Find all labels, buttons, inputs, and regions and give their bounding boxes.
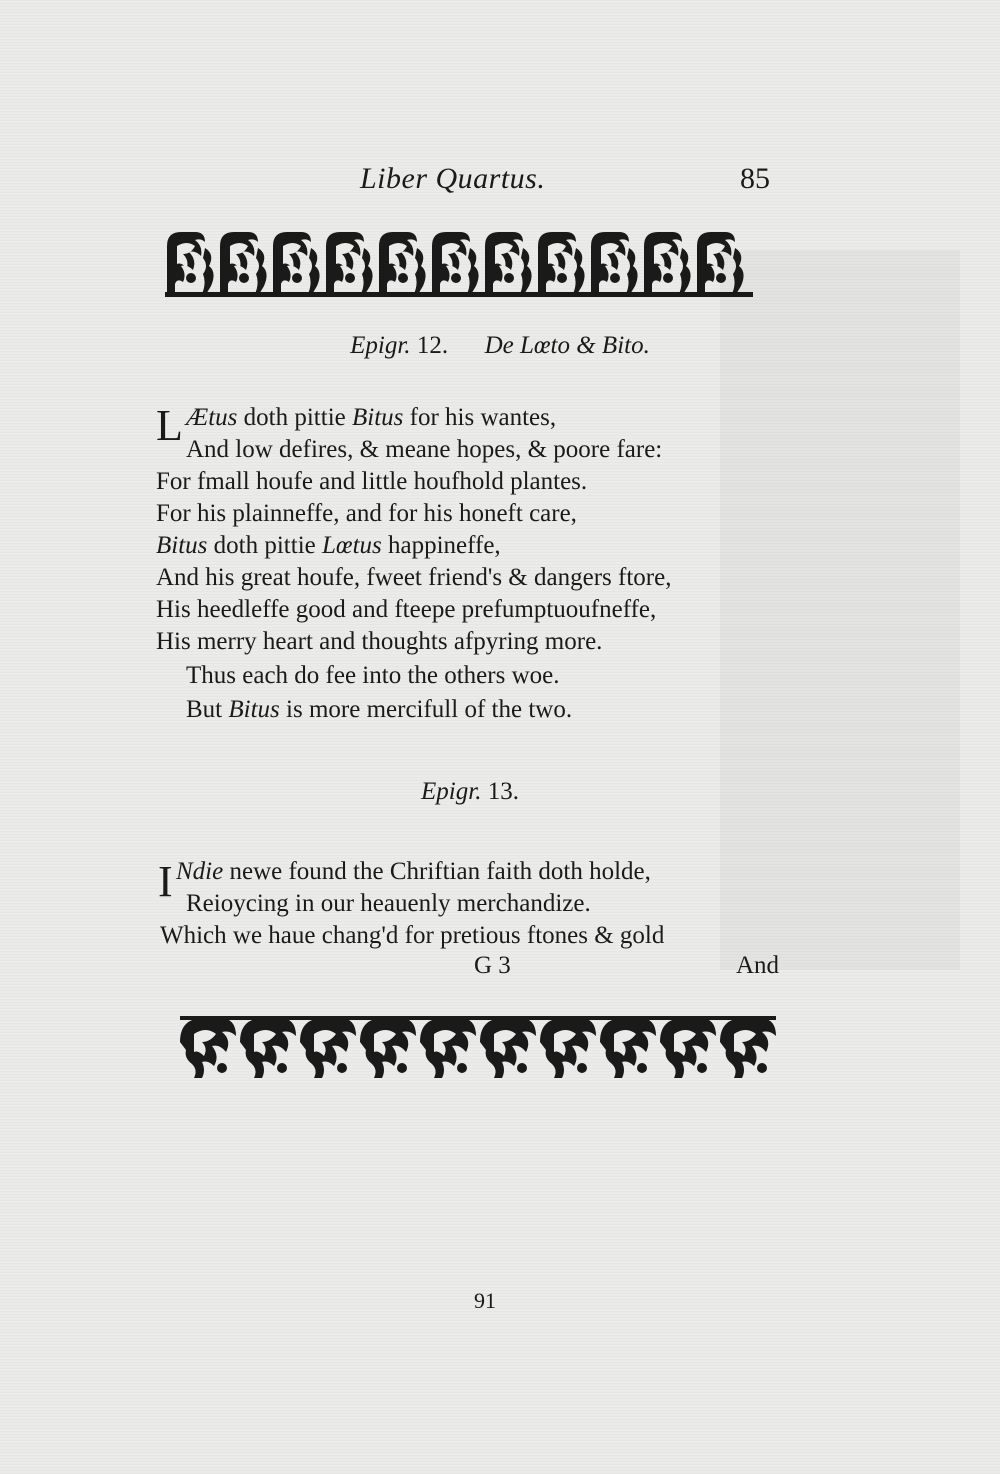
poem-line-segment: Bitus: [228, 696, 280, 723]
poem-line-segment: Bitus: [156, 532, 208, 559]
poem-line-segment: But: [186, 696, 229, 723]
epigram-12-title: De Lœto & Bito.: [484, 332, 650, 359]
poem-line-segment: His merry heart and thoughts afpyring more.: [156, 628, 603, 655]
poem-line-segment: Bitus: [351, 404, 404, 431]
poem-line-segment: Thus each do fee into the others woe.: [186, 662, 560, 689]
poem-line-segment: And his great houfe, fweet friend's & dangers ftore,: [156, 564, 672, 591]
poem-line-segment: Ndie: [176, 858, 224, 885]
page-number: 91: [474, 1288, 496, 1313]
epigram-13-dropcap: I: [158, 857, 173, 906]
poem-line: [156, 532, 501, 560]
poem-line: [156, 500, 577, 528]
poem-line: [186, 436, 662, 464]
poem-line: [156, 628, 602, 656]
poem-line: [156, 468, 587, 496]
poem-line-segment: Lœtus: [321, 532, 382, 559]
poem-line: [156, 596, 656, 624]
fleuron-border-top: [165, 228, 753, 298]
poem-line: [186, 890, 591, 918]
poem-line: [186, 696, 572, 724]
epigram-13-label: Epigr.: [421, 778, 482, 805]
poem-line-segment: doth pittie: [237, 404, 352, 431]
poem-line-segment: doth pittie: [207, 532, 322, 559]
epigram-13-heading: [0, 778, 940, 806]
running-title: Liber Quartus.: [360, 162, 546, 195]
fleuron-border-bottom: [180, 1012, 776, 1082]
poem-line-segment: newe found the Chriftian faith doth holde,: [223, 858, 651, 885]
catchword: And: [736, 952, 780, 979]
epigram-12-dropcap: L: [156, 401, 183, 450]
poem-line-segment: His heedleffe good and fteepe prefumptuoufneffe,: [156, 596, 657, 623]
poem-line-segment: And low defires, & meane hopes, & poore fare:: [186, 436, 663, 463]
bottom-ornament-band: [180, 1012, 776, 1082]
epigram-12-number: 12.: [416, 332, 449, 359]
epigram-12-label: Epigr.: [350, 332, 411, 359]
poem-line-segment: For fmall houfe and little houfhold plantes.: [156, 468, 588, 495]
poem-line-segment: happineffe,: [381, 532, 501, 559]
folio-number: 85: [740, 162, 770, 195]
top-ornament-band: [165, 228, 753, 298]
epigram-13-number: 13.: [487, 778, 519, 805]
poem-line-segment: for his wantes,: [403, 404, 557, 431]
signature-mark: G 3: [474, 952, 511, 979]
poem-line-segment: Reioycing in our heauenly merchandize.: [186, 890, 591, 917]
poem-line: [186, 404, 556, 432]
poem-line: [186, 662, 560, 690]
poem-line-segment: For his plainneffe, and for his honeft care,: [156, 500, 577, 527]
poem-line: [160, 922, 664, 950]
poem-line-segment: Ætus: [186, 404, 238, 431]
poem-line: [156, 564, 671, 592]
poem-line-segment: is more mercifull of the two.: [279, 696, 573, 723]
poem-line-segment: Which we haue chang'd for pretious ftones & gold: [160, 922, 665, 949]
epigram-12-heading: [0, 332, 1000, 360]
poem-line: [176, 858, 651, 886]
